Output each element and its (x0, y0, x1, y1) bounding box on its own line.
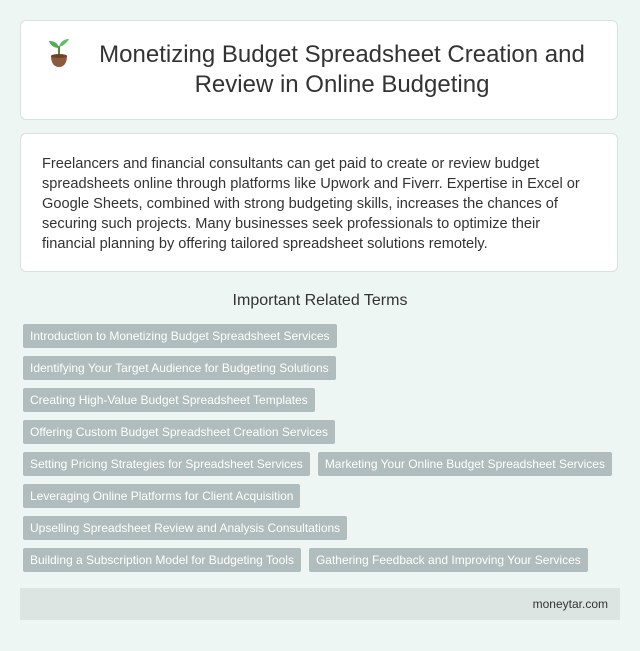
page-title: Monetizing Budget Spreadsheet Creation and Review in Online Budgeting (99, 41, 585, 98)
related-term-tag[interactable]: Offering Custom Budget Spreadsheet Creation Services (23, 420, 335, 444)
intro-text: Freelancers and financial consultants can get paid to create or review budget spreadsheets online through platforms like Upwork and Fiverr. Expertise in Excel or Google Sheets, combined with strong budgeting skills, increases the chances of securing such projects. Many businesses seek professionals to optimize their financial planning by offering tailored spreadsheet solutions remotely. (42, 156, 580, 252)
related-terms-list (23, 324, 623, 580)
tag-row (23, 484, 623, 508)
tag-row (23, 388, 623, 412)
header-card (20, 20, 618, 120)
related-term-tag[interactable]: Identifying Your Target Audience for Budgeting Solutions (23, 356, 336, 380)
related-term-tag[interactable]: Upselling Spreadsheet Review and Analysis Consultations (23, 516, 347, 540)
footer-brand[interactable]: moneytar.com (532, 597, 608, 611)
tag-row (23, 548, 623, 572)
tag-row (23, 516, 623, 540)
related-term-tag[interactable]: Introduction to Monetizing Budget Spreadsheet Services (23, 324, 337, 348)
sprout-icon (45, 38, 73, 68)
header-inner (21, 40, 617, 100)
related-term-tag[interactable]: Building a Subscription Model for Budgeting Tools (23, 548, 301, 572)
related-term-tag[interactable]: Creating High-Value Budget Spreadsheet Templates (23, 388, 315, 412)
related-term-tag[interactable]: Setting Pricing Strategies for Spreadsheet Services (23, 452, 310, 476)
intro-card (20, 133, 618, 272)
related-term-tag[interactable]: Leveraging Online Platforms for Client Acquisition (23, 484, 300, 508)
footer-bar (20, 588, 620, 620)
tag-row (23, 420, 623, 444)
related-term-tag[interactable]: Marketing Your Online Budget Spreadsheet Services (318, 452, 612, 476)
tag-row (23, 356, 623, 380)
related-term-tag[interactable]: Gathering Feedback and Improving Your Services (309, 548, 588, 572)
related-terms-heading: Important Related Terms (232, 292, 408, 309)
tag-row (23, 324, 623, 348)
tag-row (23, 452, 623, 476)
